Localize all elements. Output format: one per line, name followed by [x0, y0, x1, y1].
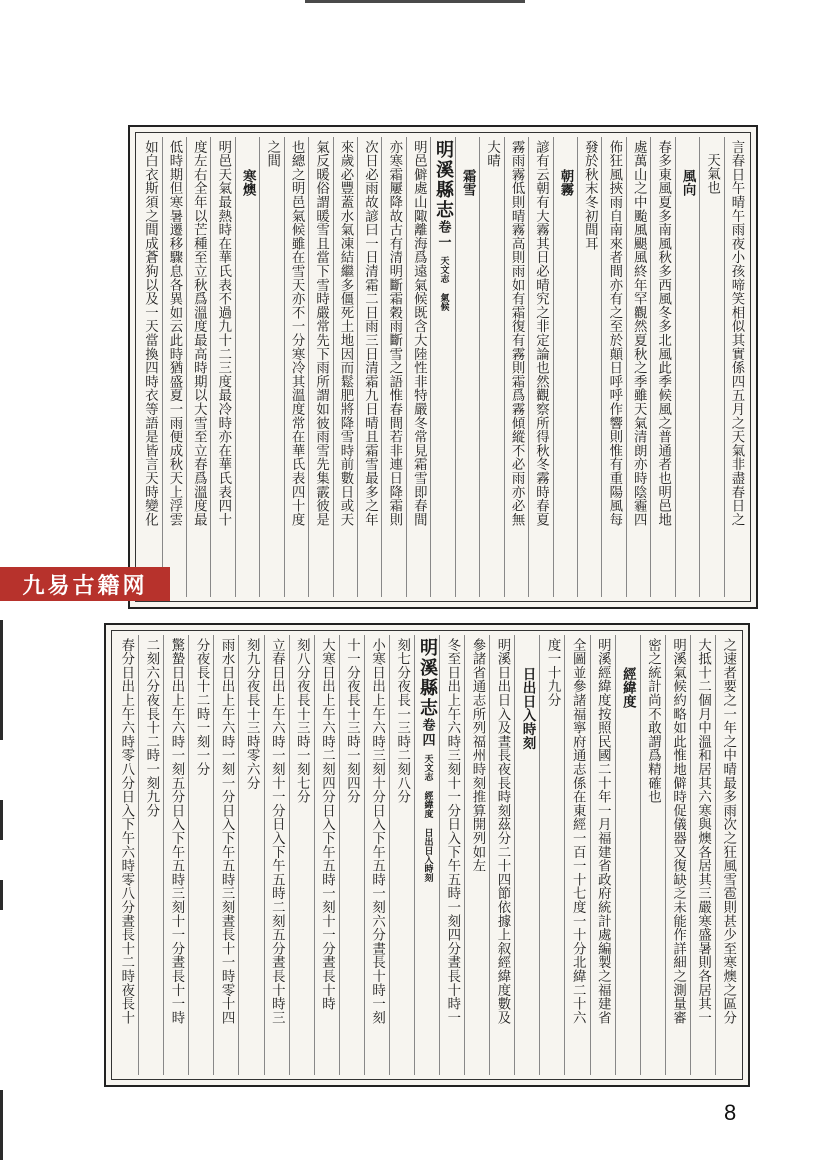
section-sub-label: 天文志 經緯度 日出日入時刻: [422, 754, 433, 882]
column-text: 寒燠: [240, 169, 257, 197]
scan-edge-mark: [0, 1090, 3, 1160]
column-text: 言春日午晴午雨夜小孩啼笑相似其實係四五月之天氣非盡春日之: [728, 140, 744, 527]
text-column: [213, 635, 238, 1075]
column-text: 冬至日出上午六時三刻十一分日入下午五時一刻四分晝長十時一: [444, 638, 460, 1025]
text-column: [259, 137, 283, 597]
upper-page-columns: [138, 137, 748, 597]
column-text: 明溪日出日入及晝長夜長時刻茲分二十四節依據上叙經緯度數及: [494, 638, 510, 1025]
text-column: [464, 635, 489, 1075]
column-text: 佈狂風挾雨自南來者間亦有之至於顛日呼呼作響則惟有重陽風每: [606, 140, 622, 527]
text-column: [162, 137, 186, 597]
column-text: 雨水日出上午六時一刻一分日入下午五時三刻晝長十一時零十四: [219, 638, 235, 1025]
scan-edge-mark: [0, 800, 3, 840]
text-column: [601, 137, 625, 597]
text-column: [357, 137, 381, 597]
text-column: [489, 635, 514, 1075]
text-column: [539, 635, 564, 1075]
column-text: 低時期但寒暑遷移驟息各異如云此時猶盛夏一雨便成秋天上浮雲: [166, 140, 182, 527]
lower-book-page: [104, 623, 750, 1087]
column-text: 明溪氣候約略如此惟地僻時促儀器又復缺乏未能作詳細之測量審: [670, 638, 686, 1025]
text-column: [114, 635, 138, 1075]
column-text: 天氣也: [704, 153, 720, 195]
section-heading: [455, 137, 479, 597]
text-column: [364, 635, 389, 1075]
column-text: 之速者要之一年之中晴最多雨次之狂風雪雹則甚少至寒燠之區分: [720, 638, 736, 1025]
text-column: [314, 635, 339, 1075]
text-column: [715, 635, 740, 1075]
column-text: 密之統計尚不敢謂爲精確也: [645, 638, 661, 804]
text-column: [665, 635, 690, 1075]
text-column: [138, 635, 163, 1075]
column-text: 刻八分夜長十三時一刻七分: [294, 638, 310, 804]
site-watermark: 九易古籍网: [0, 567, 170, 601]
text-column: [186, 137, 210, 597]
volume-label: 卷一: [435, 220, 451, 250]
column-text: 十一分夜長十三時一刻四分: [344, 638, 360, 804]
column-text: 處萬山之中颱風颶風終年罕觀然夏秋之季雖天氣清朗亦時陰霾四: [631, 140, 647, 527]
text-column: [210, 137, 234, 597]
running-title: [414, 635, 439, 1075]
text-column: [406, 137, 430, 597]
text-column: [724, 137, 748, 597]
column-text: 霜雪: [460, 169, 477, 197]
column-text: 明邑僻處山陬離海爲遠氣候既含大陸性非特嚴冬常見霜雪即春間: [411, 140, 427, 527]
text-column: [381, 137, 405, 597]
upper-book-page: [128, 125, 758, 609]
text-column: [626, 137, 650, 597]
text-column: [339, 635, 364, 1075]
column-text: 朝霧: [557, 169, 574, 197]
column-text: 發於秋末冬初間耳: [582, 140, 598, 251]
scan-top-rule: [305, 0, 525, 3]
section-heading: [235, 137, 259, 597]
column-text: 分夜長十二時一刻一分: [194, 638, 210, 776]
section-heading: [615, 635, 640, 1075]
column-text: 全圖並參諸福寧府通志係在東經一百一十七度一十分北緯二十六: [570, 638, 586, 1025]
column-text: 日出日入時刻: [520, 667, 537, 750]
text-column: [504, 137, 528, 597]
text-column: [479, 137, 503, 597]
text-column: [690, 635, 715, 1075]
text-column: [238, 635, 263, 1075]
column-text: 二刻六分夜長十二時一刻九分: [143, 638, 159, 818]
column-text: 明邑天氣最熱時在華氏表不過九十二三度最冷時亦在華氏表四十: [215, 140, 231, 527]
column-text: 明溪縣志: [433, 140, 455, 220]
text-column: [528, 137, 552, 597]
column-text: 明溪縣志: [417, 638, 439, 718]
column-text: 大晴: [484, 140, 500, 168]
column-text: 大抵十二個月中溫和居其六寒與燠各居其三嚴寒盛暑則各居其一: [695, 638, 711, 1025]
text-column: [590, 635, 615, 1075]
text-column: [640, 635, 665, 1075]
text-column: [188, 635, 213, 1075]
column-text: 次日必雨故諺曰一日清霜二日雨三日清霜九日晴且霜雪最多之年: [362, 140, 378, 527]
text-column: [264, 635, 289, 1075]
column-text: 明溪經緯度按照民國二十年一月福建省政府統計處編製之福建省: [595, 638, 611, 1025]
text-column: [577, 137, 601, 597]
section-heading: [553, 137, 577, 597]
column-text: 亦寒霜屢降故古有清明斷霜穀雨斷雪之語惟春間若非連日降霜則: [386, 140, 402, 527]
column-text: 風向: [680, 169, 697, 197]
column-text: 如白衣斯須之間成蒼狗以及一天當換四時衣等語是皆言天時變化: [142, 140, 158, 527]
page-number: 8: [724, 1100, 737, 1125]
column-text: 經緯度: [620, 667, 637, 709]
column-text: 刻九分夜長十三時零六分: [244, 638, 260, 790]
column-text: 小寒日出上午六時三刻十分日入下午五時一刻六分晝長十時一刻: [369, 638, 385, 1025]
text-column: [650, 137, 674, 597]
text-column: [284, 137, 308, 597]
text-column: [163, 635, 188, 1075]
column-text: 立春日出上午六時一刻十一分日入下午五時二刻五分晝長十時三: [269, 638, 285, 1025]
column-text: 諺有云朝有大霧其日必晴究之非定論也然觀察所得秋冬霧時春夏: [533, 140, 549, 527]
section-sub-label: 天文志 氣候: [438, 256, 449, 311]
column-text: 來歲必豐蓋水氣凍結繼多僵死土地因而鬆肥將降雪時前數日或天: [337, 140, 353, 527]
text-column: [564, 635, 589, 1075]
text-column: [439, 635, 464, 1075]
section-heading: [675, 137, 699, 597]
scan-edge-mark: [0, 880, 3, 910]
column-text: 參諸省通志所列福州時刻推算開列如左: [469, 638, 485, 873]
text-column: [699, 137, 723, 597]
text-column: [333, 137, 357, 597]
running-title: [430, 137, 454, 597]
column-text: 度一十九分: [545, 638, 561, 707]
lower-page-columns: [114, 635, 740, 1075]
column-text: 春分日出上午六時零八分日入下午六時零八分晝長十二時夜長十: [118, 638, 134, 1025]
column-text: 氣反暖俗謂暖雪且當下雪時嚴常先下雨所謂如彼雨雪先集霰彼是: [313, 140, 329, 527]
column-text: 刻七分夜長一三時二刻八分: [394, 638, 410, 804]
text-column: [289, 635, 314, 1075]
text-column: [389, 635, 414, 1075]
column-text: 霧雨霧低則晴霧高則雨如有霜復有霧則霜爲霧傾縱不必雨亦必無: [509, 140, 525, 527]
column-text: 驚蟄日出上午六時一刻五分日入下午五時三刻十一分晝長十一時: [168, 638, 184, 1025]
scan-edge-mark: [0, 620, 3, 740]
column-text: 春多東風夏多南風秋多西風冬多北風此季候風之普通者也明邑地: [655, 140, 671, 527]
column-text: 大寒日出上午六時二刻四分日入下午五時一刻十一分晝長十時: [319, 638, 335, 1011]
column-text: 也總之明邑氣候雖在雪天亦不一分寒冷其溫度常在華氏表四十度: [289, 140, 305, 527]
volume-label: 卷四: [419, 718, 435, 748]
text-column: [138, 137, 161, 597]
column-text: 之間: [264, 140, 280, 168]
column-text: 度左右全年以芒種至立秋爲溫度最高時期以大雪至立春爲溫度最: [191, 140, 207, 527]
section-heading: [514, 635, 539, 1075]
text-column: [308, 137, 332, 597]
